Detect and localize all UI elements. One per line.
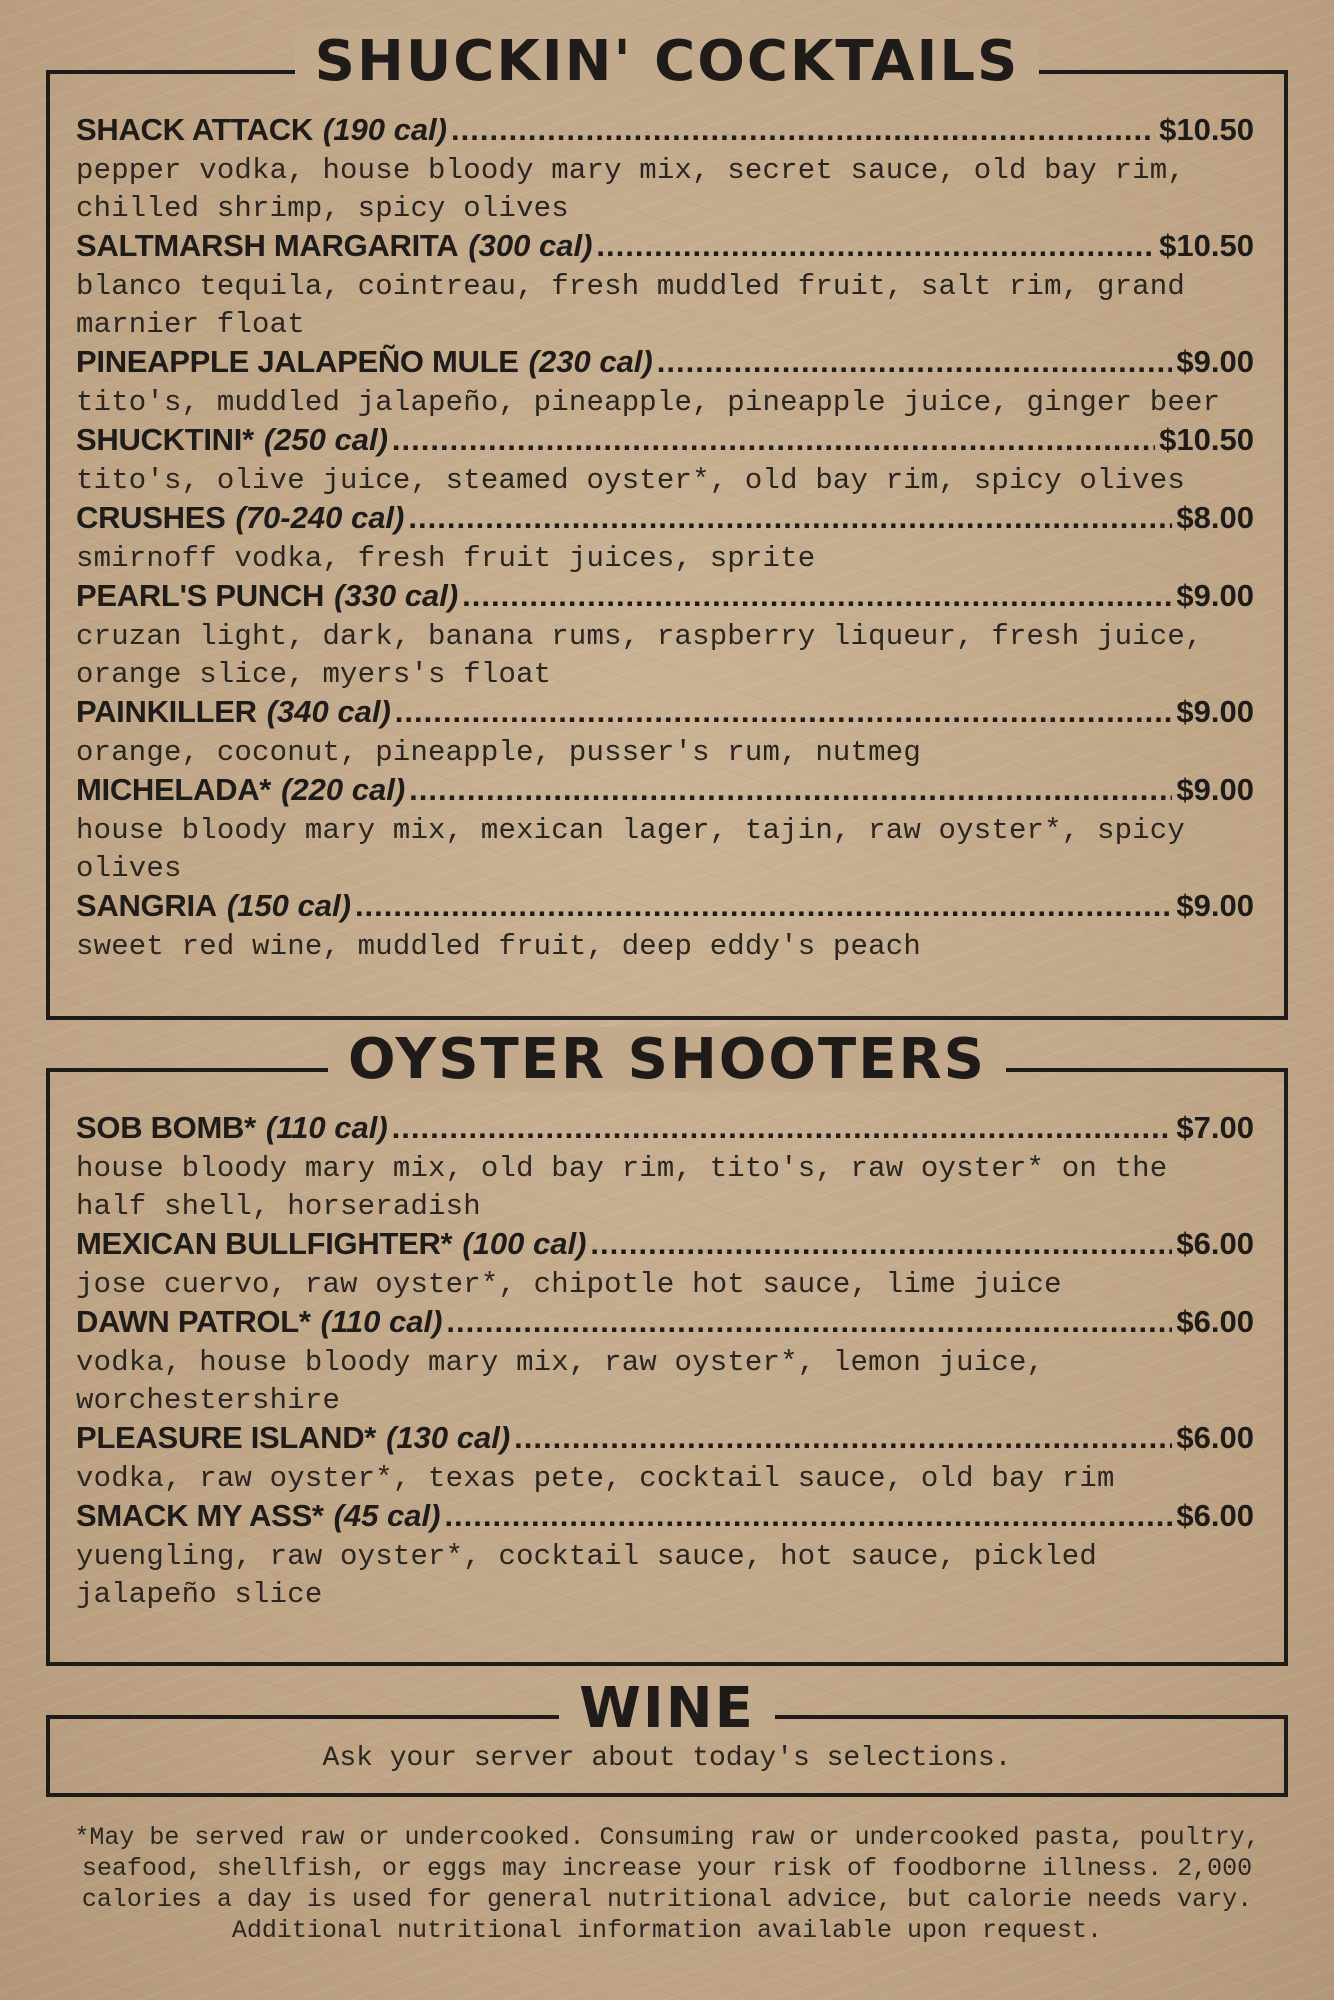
wine-section <box>46 1676 1288 1797</box>
item-description: jose cuervo, raw oyster*, chipotle hot sauce, lime juice <box>76 1268 1062 1301</box>
item-name: CRUSHES <box>76 500 226 535</box>
menu-item <box>76 888 1254 966</box>
shooters-title: OYSTER SHOOTERS <box>50 1028 1284 1092</box>
item-price: $6.00 <box>1176 1420 1254 1455</box>
item-calories: (100 cal) <box>462 1226 587 1261</box>
item-description: blanco tequila, cointreau, fresh muddled fruit, salt rim, grand marnier float <box>76 270 1185 341</box>
item-name: PEARL'S PUNCH <box>76 578 325 613</box>
item-price: $9.00 <box>1176 772 1254 807</box>
menu-item <box>76 228 1254 344</box>
item-description: house bloody mary mix, mexican lager, tajin, raw oyster*, spicy olives <box>76 814 1185 885</box>
item-price: $6.00 <box>1176 1498 1254 1533</box>
wine-note: Ask your server about today's selections. <box>322 1743 1012 1774</box>
item-calories: (300 cal) <box>468 228 593 263</box>
item-calories: (250 cal) <box>263 422 388 457</box>
menu-item <box>76 1304 1254 1420</box>
item-calories: (220 cal) <box>281 772 406 807</box>
item-description: house bloody mary mix, old bay rim, tito's, raw oyster* on the half shell, horseradish <box>76 1152 1168 1223</box>
menu-item <box>76 694 1254 772</box>
menu-item <box>76 1498 1254 1614</box>
item-description: yuengling, raw oyster*, cocktail sauce, hot sauce, pickled jalapeño slice <box>76 1540 1097 1611</box>
item-calories: (330 cal) <box>334 578 459 613</box>
item-price: $10.50 <box>1159 228 1254 263</box>
cocktails-section <box>46 29 1288 1020</box>
item-name: PAINKILLER <box>76 694 257 729</box>
item-name: SALTMARSH MARGARITA <box>76 228 459 263</box>
item-description: vodka, house bloody mary mix, raw oyster*, lemon juice, worchestershire <box>76 1346 1045 1417</box>
shooters-section <box>46 1027 1288 1666</box>
menu-item <box>76 1420 1254 1498</box>
menu-item <box>76 422 1254 500</box>
item-description: pepper vodka, house bloody mary mix, secret sauce, old bay rim, chilled shrimp, spicy olives <box>76 154 1185 225</box>
item-name: DAWN PATROL* <box>76 1304 311 1339</box>
menu-item <box>76 112 1254 228</box>
item-name: SHACK ATTACK <box>76 112 313 147</box>
item-price: $10.50 <box>1159 112 1254 147</box>
item-calories: (70-240 cal) <box>235 500 405 535</box>
item-description: sweet red wine, muddled fruit, deep eddy's peach <box>76 930 921 963</box>
item-calories: (190 cal) <box>322 112 447 147</box>
item-name: PLEASURE ISLAND* <box>76 1420 377 1455</box>
item-calories: (150 cal) <box>226 888 351 923</box>
item-description: cruzan light, dark, banana rums, raspberry liqueur, fresh juice, orange slice, myers's float <box>76 620 1203 691</box>
item-description: vodka, raw oyster*, texas pete, cocktail sauce, old bay rim <box>76 1462 1115 1495</box>
item-name: SANGRIA <box>76 888 217 923</box>
menu-item <box>76 578 1254 694</box>
item-price: $6.00 <box>1176 1304 1254 1339</box>
item-calories: (130 cal) <box>386 1420 511 1455</box>
wine-title: WINE <box>50 1677 1284 1741</box>
item-description: tito's, muddled jalapeño, pineapple, pineapple juice, ginger beer <box>76 386 1221 419</box>
menu-item <box>76 772 1254 888</box>
item-name: MEXICAN BULLFIGHTER* <box>76 1226 453 1261</box>
item-price: $6.00 <box>1176 1226 1254 1261</box>
item-price: $9.00 <box>1176 344 1254 379</box>
item-description: smirnoff vodka, fresh fruit juices, sprite <box>76 542 816 575</box>
menu-item <box>76 344 1254 422</box>
item-description: orange, coconut, pineapple, pusser's rum, nutmeg <box>76 736 921 769</box>
item-calories: (45 cal) <box>333 1498 441 1533</box>
item-price: $8.00 <box>1176 500 1254 535</box>
menu-item <box>76 500 1254 578</box>
item-price: $10.50 <box>1159 422 1254 457</box>
item-price: $9.00 <box>1176 578 1254 613</box>
item-name: SHUCKTINI* <box>76 422 254 457</box>
item-price: $7.00 <box>1176 1110 1254 1145</box>
item-price: $9.00 <box>1176 694 1254 729</box>
cocktails-title: SHUCKIN' COCKTAILS <box>50 30 1284 94</box>
item-calories: (340 cal) <box>266 694 391 729</box>
item-calories: (110 cal) <box>265 1110 388 1145</box>
disclaimer: *May be served raw or undercooked. Consuming raw or undercooked pasta, poultry, seafood, shellfish, or eggs may increase your risk of foodborne illness. 2,000 calories a day is used for general nutritional advice, but calorie needs vary. Additional nutritional information available upon request. <box>74 1823 1260 1945</box>
item-description: tito's, olive juice, steamed oyster*, old bay rim, spicy olives <box>76 464 1185 497</box>
item-calories: (230 cal) <box>528 344 653 379</box>
item-name: SMACK MY ASS* <box>76 1498 324 1533</box>
item-name: MICHELADA* <box>76 772 272 807</box>
item-name: SOB BOMB* <box>76 1110 256 1145</box>
item-calories: (110 cal) <box>320 1304 443 1339</box>
menu-item <box>76 1226 1254 1304</box>
menu-item <box>76 1110 1254 1226</box>
item-price: $9.00 <box>1176 888 1254 923</box>
item-name: PINEAPPLE JALAPEÑO MULE <box>76 344 519 379</box>
